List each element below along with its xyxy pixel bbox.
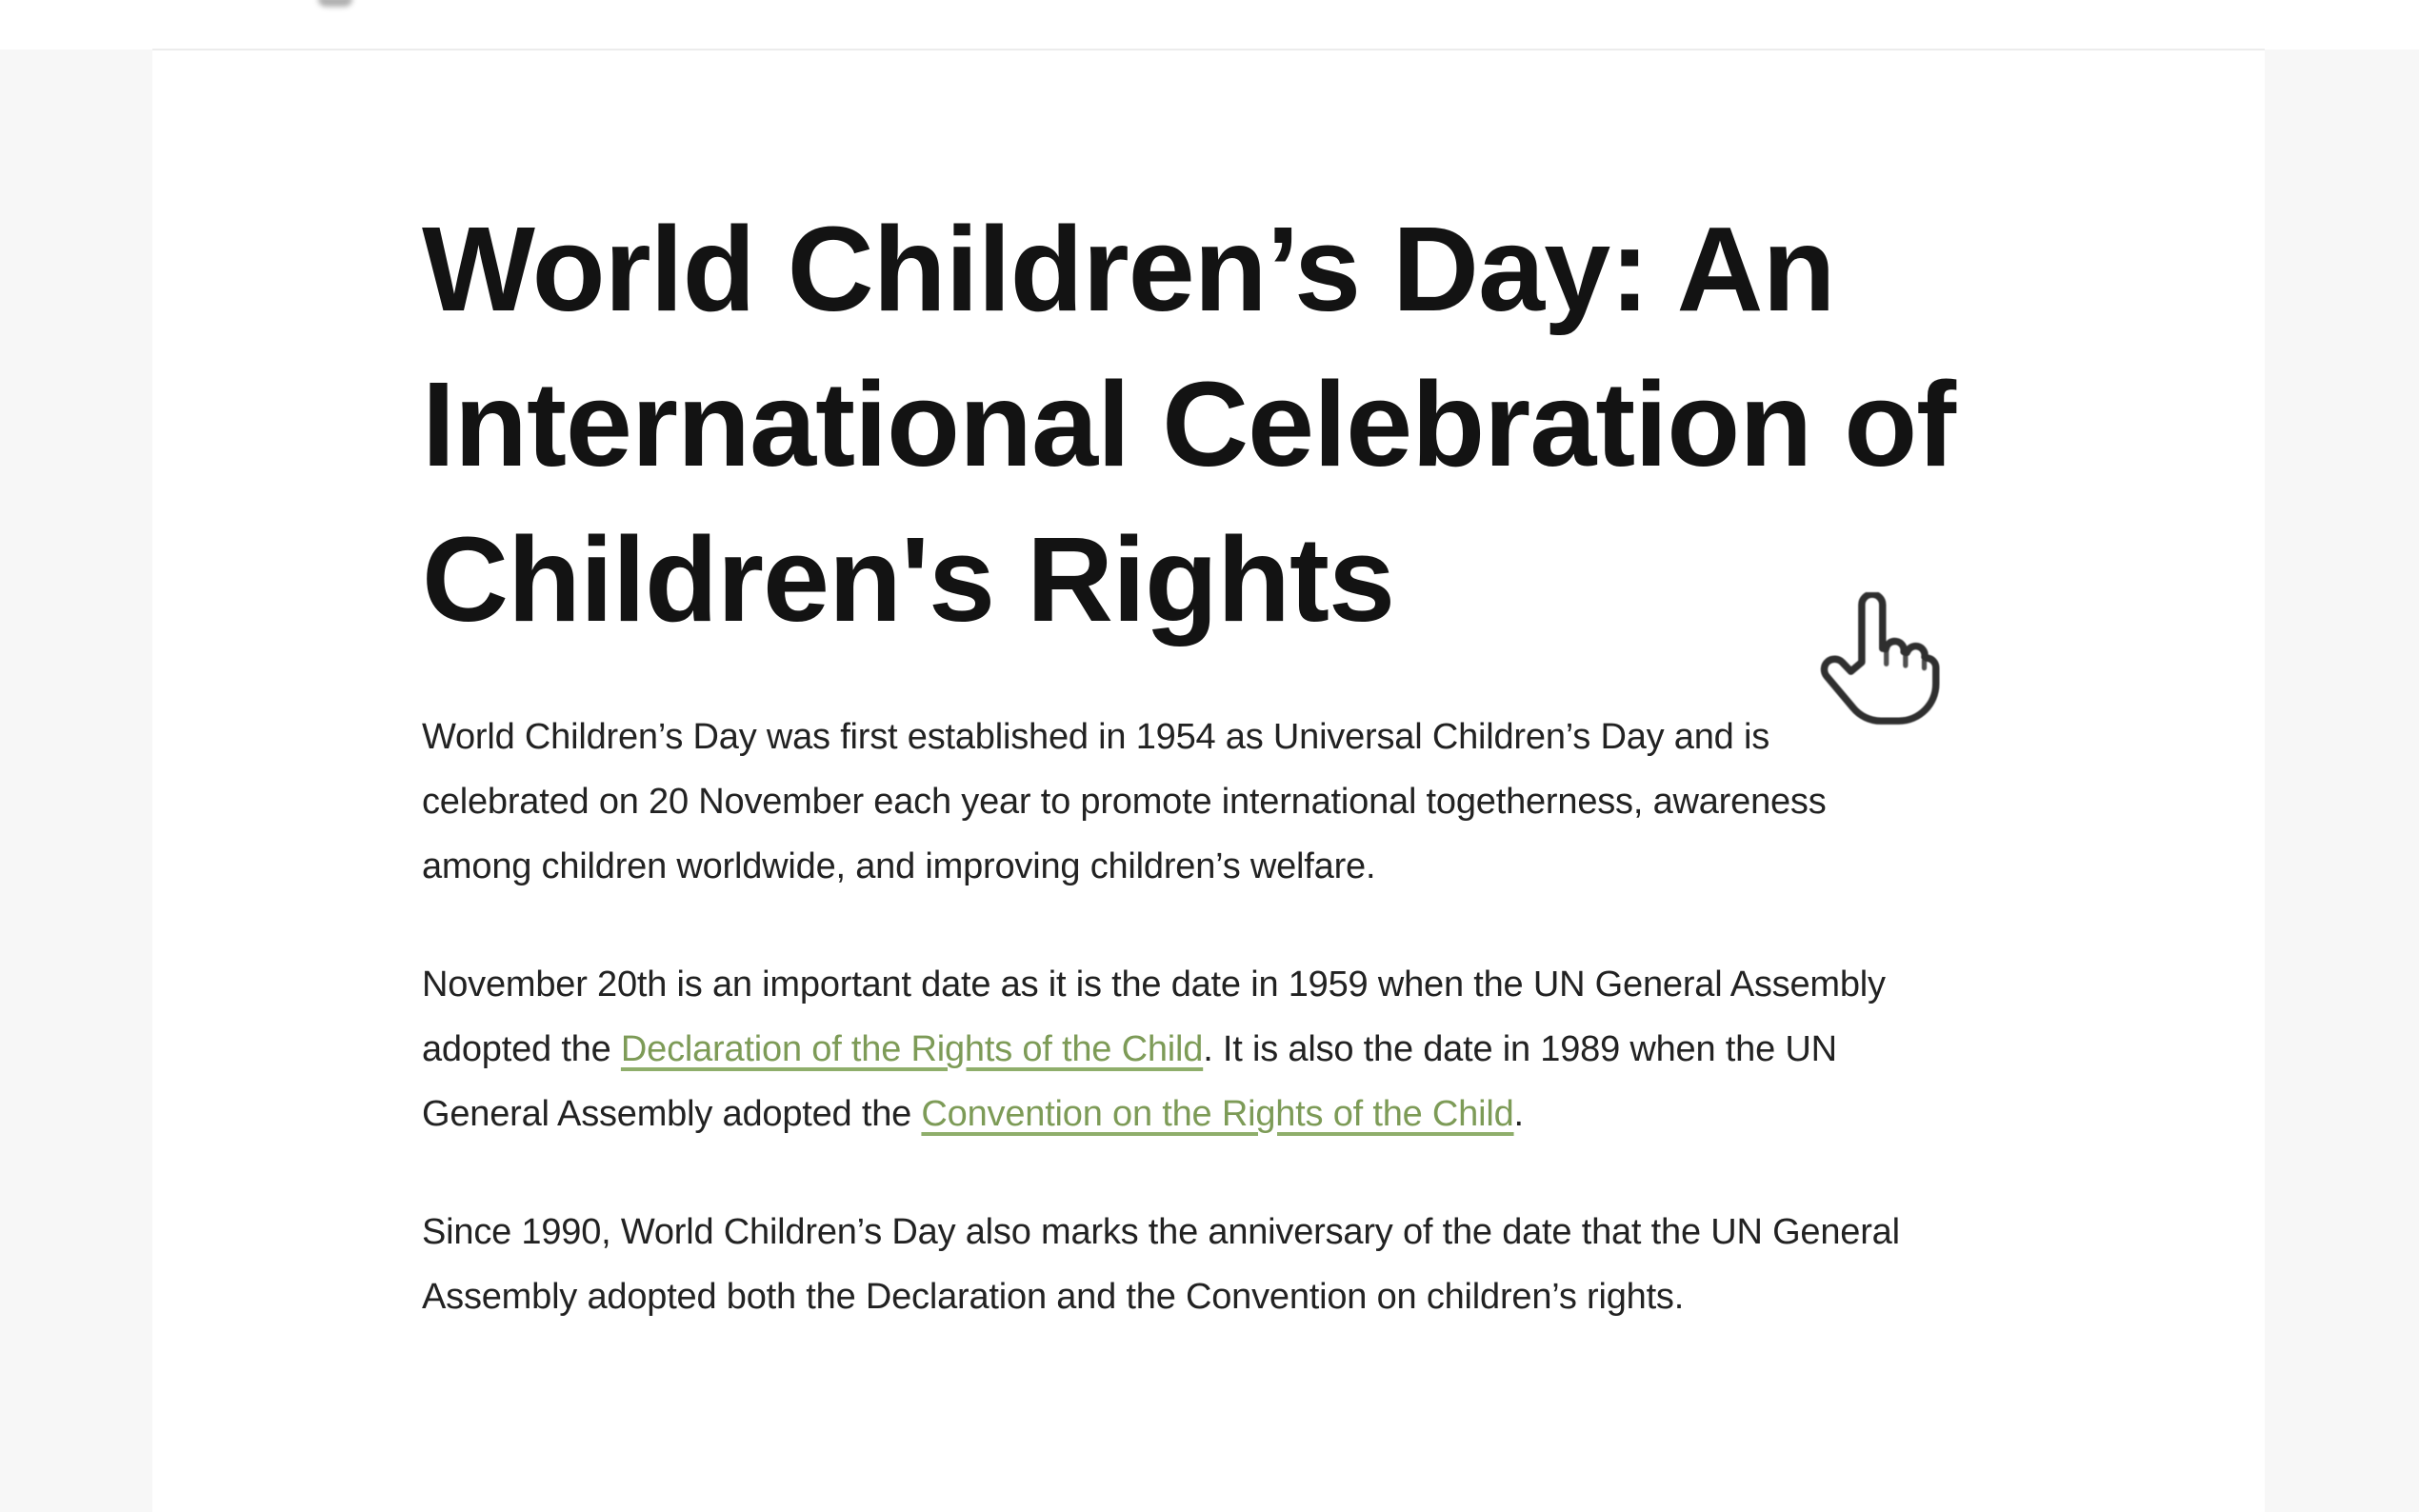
paragraph-dates-text-1: November 20th is an important date as it is the date in 1959 when the UN General Assembly adopted the: [422, 965, 1886, 1069]
paragraph-dates-text-3: .: [1513, 1094, 1524, 1134]
paragraph-anniversary: Since 1990, World Children’s Day also marks the anniversary of the date that the UN General Assembly adopted both the Declaration and the Convention on children’s rights.: [422, 1212, 1900, 1317]
paragraph-intro: World Children’s Day was first established in 1954 as Universal Children’s Day and is celebrated on 20 November each year to promote international togetherness, awareness among children worldwide, and improving children’s welfare.: [422, 717, 1827, 886]
article-title-line-1: World Children’s Day: An: [422, 202, 1835, 336]
content-divider: [152, 49, 2265, 50]
link-convention-on-the-rights-of-the-child[interactable]: Convention on the Rights of the Child: [921, 1094, 1514, 1134]
paragraph-dates: [422, 952, 1927, 1146]
article-title: [422, 191, 1956, 657]
link-declaration-of-the-rights-of-the-child[interactable]: Declaration of the Rights of the Child: [620, 1029, 1204, 1069]
browser-top-bar: [0, 0, 2419, 50]
toolbar-icon-fragment-icon: [318, 0, 352, 7]
article-title-line-2: International Celebration of: [422, 357, 1956, 491]
page-margin-left: [0, 50, 152, 1512]
article: [422, 191, 1956, 1383]
page-margin-right: [2265, 50, 2419, 1512]
article-title-line-3: Children's Rights: [422, 512, 1395, 647]
paragraph-dates-text-2: . It is also the date in 1989 when the UN General Assembly adopted the: [422, 1029, 1837, 1134]
